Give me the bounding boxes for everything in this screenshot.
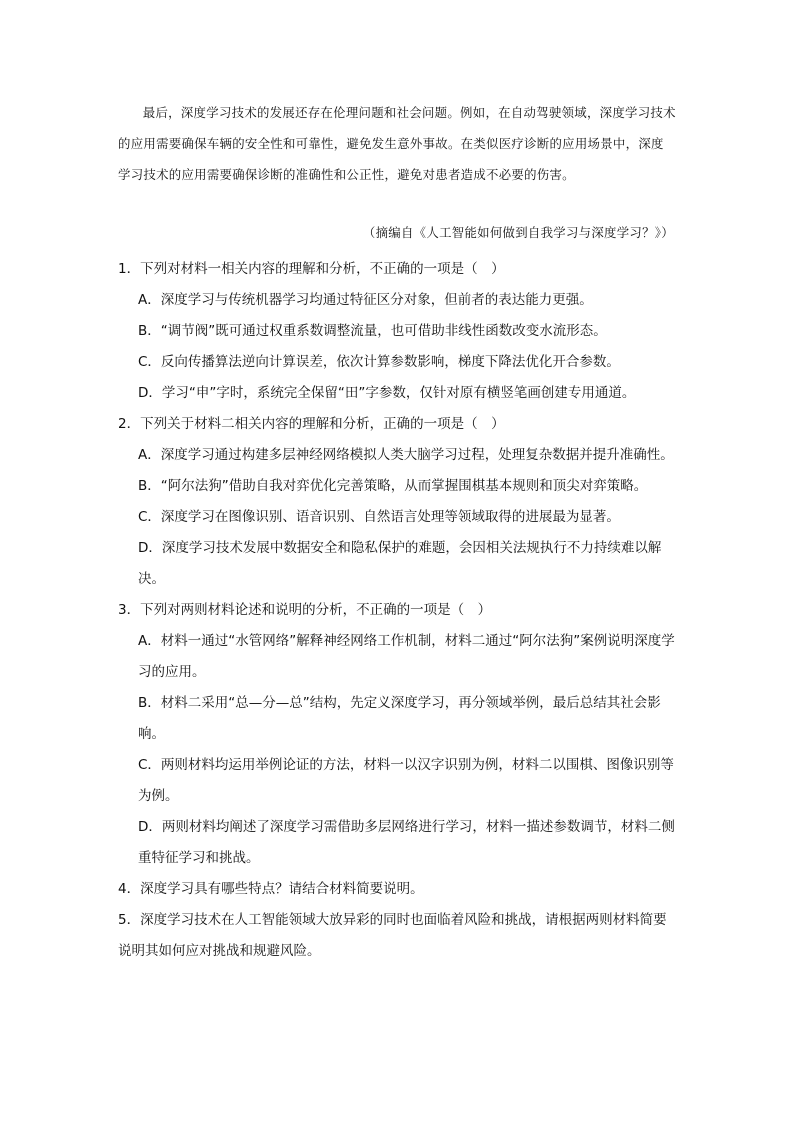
option-b: B．“阿尔法狗”借助自我对弈优化完善策略，从而掌握围棋基本规则和顶尖对弈策略。 bbox=[138, 478, 648, 494]
question-3 bbox=[118, 595, 678, 874]
option-c: C．两则材料均运用举例论证的方法，材料一以汉字识别为例，材料二以围棋、图像识别等为例。 bbox=[138, 757, 674, 804]
question-stem: 5．深度学习技术在人工智能领域大放异彩的同时也面临着风险和挑战，请根据两则材料简要说明其如何应对挑战和规避风险。 bbox=[118, 912, 667, 959]
question-stem: 2．下列关于材料二相关内容的理解和分析，正确的一项是（ ） bbox=[118, 416, 505, 432]
passage-paragraph: 最后，深度学习技术的发展还存在伦理问题和社会问题。例如，在自动驾驶领域，深度学习技术的应用需要确保车辆的安全性和可靠性，避免发生意外事故。在类似医疗诊断的应用场景中，深度学习技术的应用需要确保诊断的准确性和公正性，避免对患者造成不必要的伤害。 bbox=[118, 105, 676, 182]
question-stem: 3．下列对两则材料论述和说明的分析，不正确的一项是（ ） bbox=[118, 602, 492, 618]
question-stem: 1．下列对材料一相关内容的理解和分析，不正确的一项是（ ） bbox=[118, 261, 505, 277]
question-stem: 4．深度学习具有哪些特点？请结合材料简要说明。 bbox=[118, 881, 424, 897]
question-5 bbox=[118, 905, 678, 967]
option-a: A．材料一通过“水管网络”解释神经网络工作机制，材料二通过“阿尔法狗”案例说明深度学习的应用。 bbox=[138, 633, 675, 680]
source-citation: （摘编自《人工智能如何做到自我学习与深度学习？》） bbox=[362, 225, 674, 240]
question-1 bbox=[118, 254, 678, 409]
option-d: D．深度学习技术发展中数据安全和隐私保护的难题，会因相关法规执行不力持续难以解决。 bbox=[138, 540, 662, 587]
option-c: C．反向传播算法逆向计算误差，依次计算参数影响，梯度下降法优化开合参数。 bbox=[138, 354, 620, 370]
option-b: B．“调节阀”既可通过权重系数调整流量，也可借助非线性函数改变水流形态。 bbox=[138, 323, 607, 339]
option-d: D．两则材料均阐述了深度学习需借助多层网络进行学习，材料一描述参数调节，材料二侧重特征学习和挑战。 bbox=[138, 819, 675, 866]
question-list bbox=[118, 254, 678, 967]
option-c: C．深度学习在图像识别、语音识别、自然语言处理等领域取得的进展最为显著。 bbox=[138, 509, 620, 525]
passage-block bbox=[118, 97, 676, 190]
option-a: A．深度学习通过构建多层神经网络模拟人类大脑学习过程，处理复杂数据并提升准确性。 bbox=[138, 447, 674, 463]
option-d: D．学习“申”字时，系统完全保留“田”字参数，仅针对原有横竖笔画创建专用通道。 bbox=[138, 385, 636, 401]
question-4 bbox=[118, 874, 678, 905]
option-a: A．深度学习与传统机器学习均通过特征区分对象，但前者的表达能力更强。 bbox=[138, 292, 593, 308]
option-b: B．材料二采用“总—分—总”结构，先定义深度学习，再分领域举例，最后总结其社会影响。 bbox=[138, 695, 661, 742]
question-2 bbox=[118, 409, 678, 595]
